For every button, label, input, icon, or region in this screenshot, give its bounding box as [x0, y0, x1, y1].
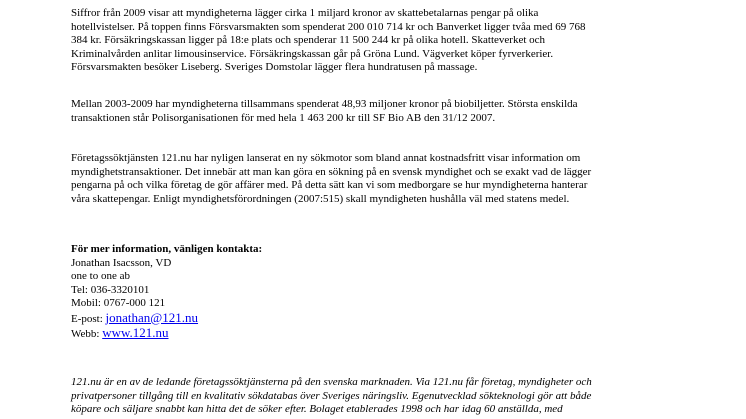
paragraph-cinema-tickets [71, 98, 578, 125]
web-label: Webb: [71, 328, 103, 340]
contact-heading: För mer information, vänligen kontakta: [71, 243, 263, 255]
email-link[interactable]: jonathan@121.nu [105, 309, 199, 325]
text-line: Försvarsmakten besöker Liseberg. Sveriges Domstolar lägger flera hundratusen på massage. [71, 61, 478, 73]
web-link[interactable]: www.121.nu [102, 325, 169, 340]
text-line: pengarna på och vilka företag de gör affärer med. På detta sätt kan vi som medborgare se hur myndigheterna hanterar [71, 179, 588, 191]
text-line: transaktionen står Polisorganisationen för med hela 1 463 200 kr till SF Bio AB den 31/12 2007. [71, 111, 496, 124]
contact-company: one to one ab [71, 270, 130, 282]
contact-name: Jonathan Isacsson, VD [71, 256, 172, 269]
text-line: Kriminalvården anlitar limousinservice. Försäkringskassan går på Gröna Lund. Vägverket köper fyrverkerier. [71, 47, 554, 60]
text-line: våra skattepengar. Enligt myndighetsförordningen (2007:515) skall myndigheten hushålla väl med statens medel. [71, 192, 570, 205]
text-line: Siffror från 2009 visar att myndigheterna lägger cirka 1 miljard kronor av skattebetalarnas pengar på olika [71, 7, 539, 19]
text-line: 121.nu är en av de ledande företagssöktjänsterna på den svenska marknaden. Via 121.nu får företag, myndigheter och [71, 376, 592, 388]
text-line: hotellvistelser. På toppen finns Försvarsmakten som spenderat 200 010 714 kr och Banverket ligger tvåa med 69 768 [71, 20, 586, 33]
contact-email-row [71, 311, 262, 327]
contact-mobile: Mobil: 0767-000 121 [71, 297, 166, 309]
email-label: E-post: [71, 312, 106, 325]
contact-web-row [71, 326, 262, 342]
paragraph-search-service [71, 152, 591, 206]
contact-tel: Tel: 036-3320101 [71, 283, 150, 296]
contact-block [71, 243, 262, 342]
text-line: Företagssöktjänsten 121.nu har nyligen lanserat en ny sökmotor som bland annat kostnadsfritt visar information om [71, 152, 581, 164]
paragraph-hotel-spending [71, 7, 585, 75]
text-line: Mellan 2003-2009 har myndigheterna tillsammans spenderat 48,93 miljoner kronor på biobiljetter. Största enskilda [71, 98, 578, 110]
text-line: privatpersoner tillgång till en kvalitativ sökdatabas över Sveriges näringsliv. Egenutvecklad sökteknologi gör att både [71, 389, 592, 402]
text-line: myndighetstransaktioner. Det innebär att man kan göra en sökning på en svensk myndighet och se exakt vad de lägger [71, 165, 592, 178]
text-line: köpare och säljare snabbt kan hitta det de söker efter. Bolaget etablerades 1998 och har idag 60 anställda, med [71, 403, 563, 415]
text-line: 384 kr. Försäkringskassan ligger på 18:e plats och spenderar 11 500 244 kr på olika hotell. Skatteverket och [71, 34, 546, 46]
about-company [71, 376, 592, 417]
